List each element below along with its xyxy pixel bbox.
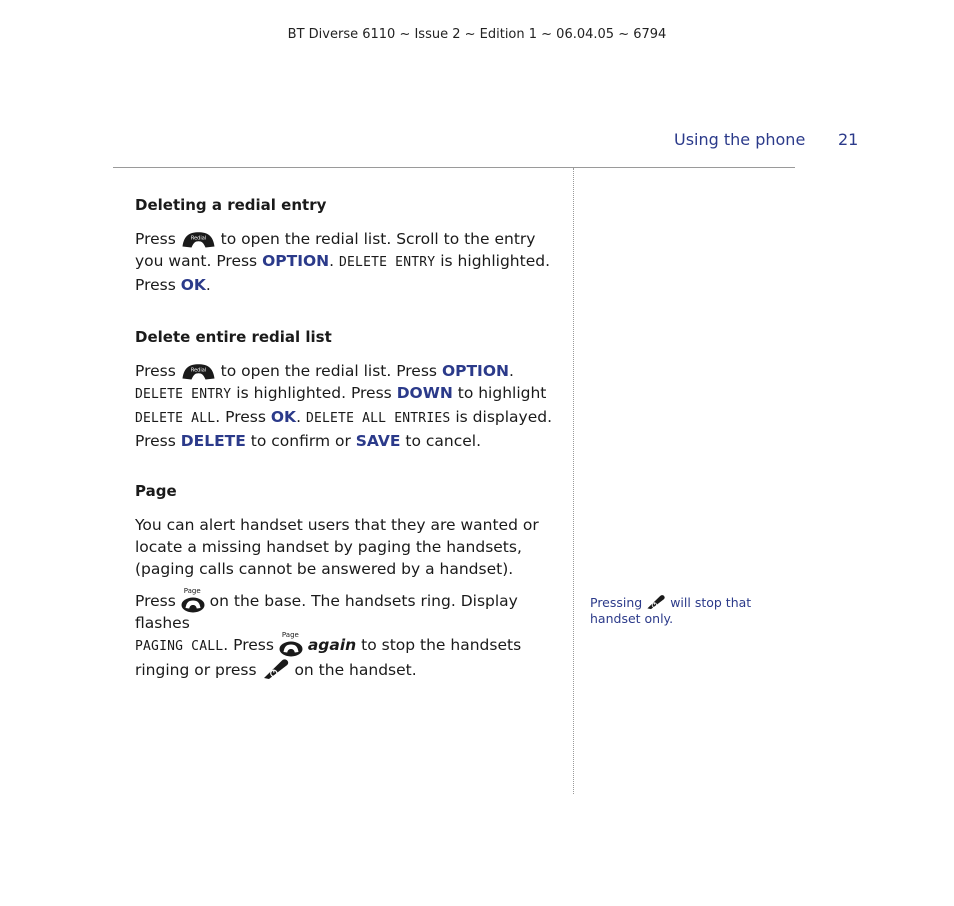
lcd-delete-entry: DELETE ENTRY xyxy=(135,387,232,402)
document-id-header: BT Diverse 6110 ~ Issue 2 ~ Edition 1 ~ 06.04.05 ~ 6794 xyxy=(287,27,667,42)
heading-delete-entire-redial-list: Delete entire redial list xyxy=(135,328,332,346)
page-icon-label: Page xyxy=(281,631,299,639)
page-button-icon xyxy=(279,631,303,656)
key-ok: OK xyxy=(180,276,206,294)
page-number: 21 xyxy=(838,130,859,149)
lcd-paging-call: PAGING CALL xyxy=(135,639,224,654)
lcd-delete-all-entries: DELETE ALL ENTRIES xyxy=(305,411,451,426)
column-divider xyxy=(573,168,574,794)
page-icon-label: Page xyxy=(183,587,201,595)
page-button-icon xyxy=(181,587,205,612)
emphasis-again: again xyxy=(307,636,357,654)
redial-icon-label: Redial xyxy=(190,366,206,373)
key-option: OPTION xyxy=(441,362,509,380)
key-delete: DELETE xyxy=(180,432,246,450)
running-head-section: Using the phone xyxy=(674,130,806,149)
key-ok: OK xyxy=(270,408,297,426)
paragraph-delete-all: Press Redial to open the redial list. Press OPTION. DELETE ENTRY is highlighted. Press DOWN to highlight DELETE ALL. Press OK. DELETE ALL ENTRIES is displayed. Press DELETE to confirm or SAVE to cancel. xyxy=(135,362,553,450)
paragraph-page-intro: You can alert handset users that they are wanted or locate a missing handset by paging the handsets, (paging calls cannot be answered by a handset). xyxy=(135,516,539,578)
key-down: DOWN xyxy=(396,384,453,402)
end-call-icon xyxy=(646,594,666,610)
heading-deleting-redial-entry: Deleting a redial entry xyxy=(135,196,327,214)
header-rule xyxy=(113,167,795,168)
side-note: Pressing will stop that handset only. xyxy=(590,595,752,626)
end-call-icon xyxy=(262,658,290,680)
key-option: OPTION xyxy=(262,252,330,270)
heading-page: Page xyxy=(135,482,177,500)
key-save: SAVE xyxy=(355,432,401,450)
paragraph-page-instructions: Press Page on the base. The handsets ring. Display flashes PAGING CALL. Press Page again to stop the handsets ringing or press on the handset. xyxy=(135,587,522,679)
lcd-delete-all: DELETE ALL xyxy=(135,411,216,426)
redial-icon-label: Redial xyxy=(190,234,206,241)
redial-button-icon xyxy=(181,231,216,249)
redial-button-icon xyxy=(181,363,216,381)
lcd-delete-entry: DELETE ENTRY xyxy=(338,255,436,270)
paragraph-delete-entry: Press Redial to open the redial list. Scroll to the entry you want. Press OPTION. DELETE ENTRY is highlighted. Press OK. xyxy=(135,230,551,294)
